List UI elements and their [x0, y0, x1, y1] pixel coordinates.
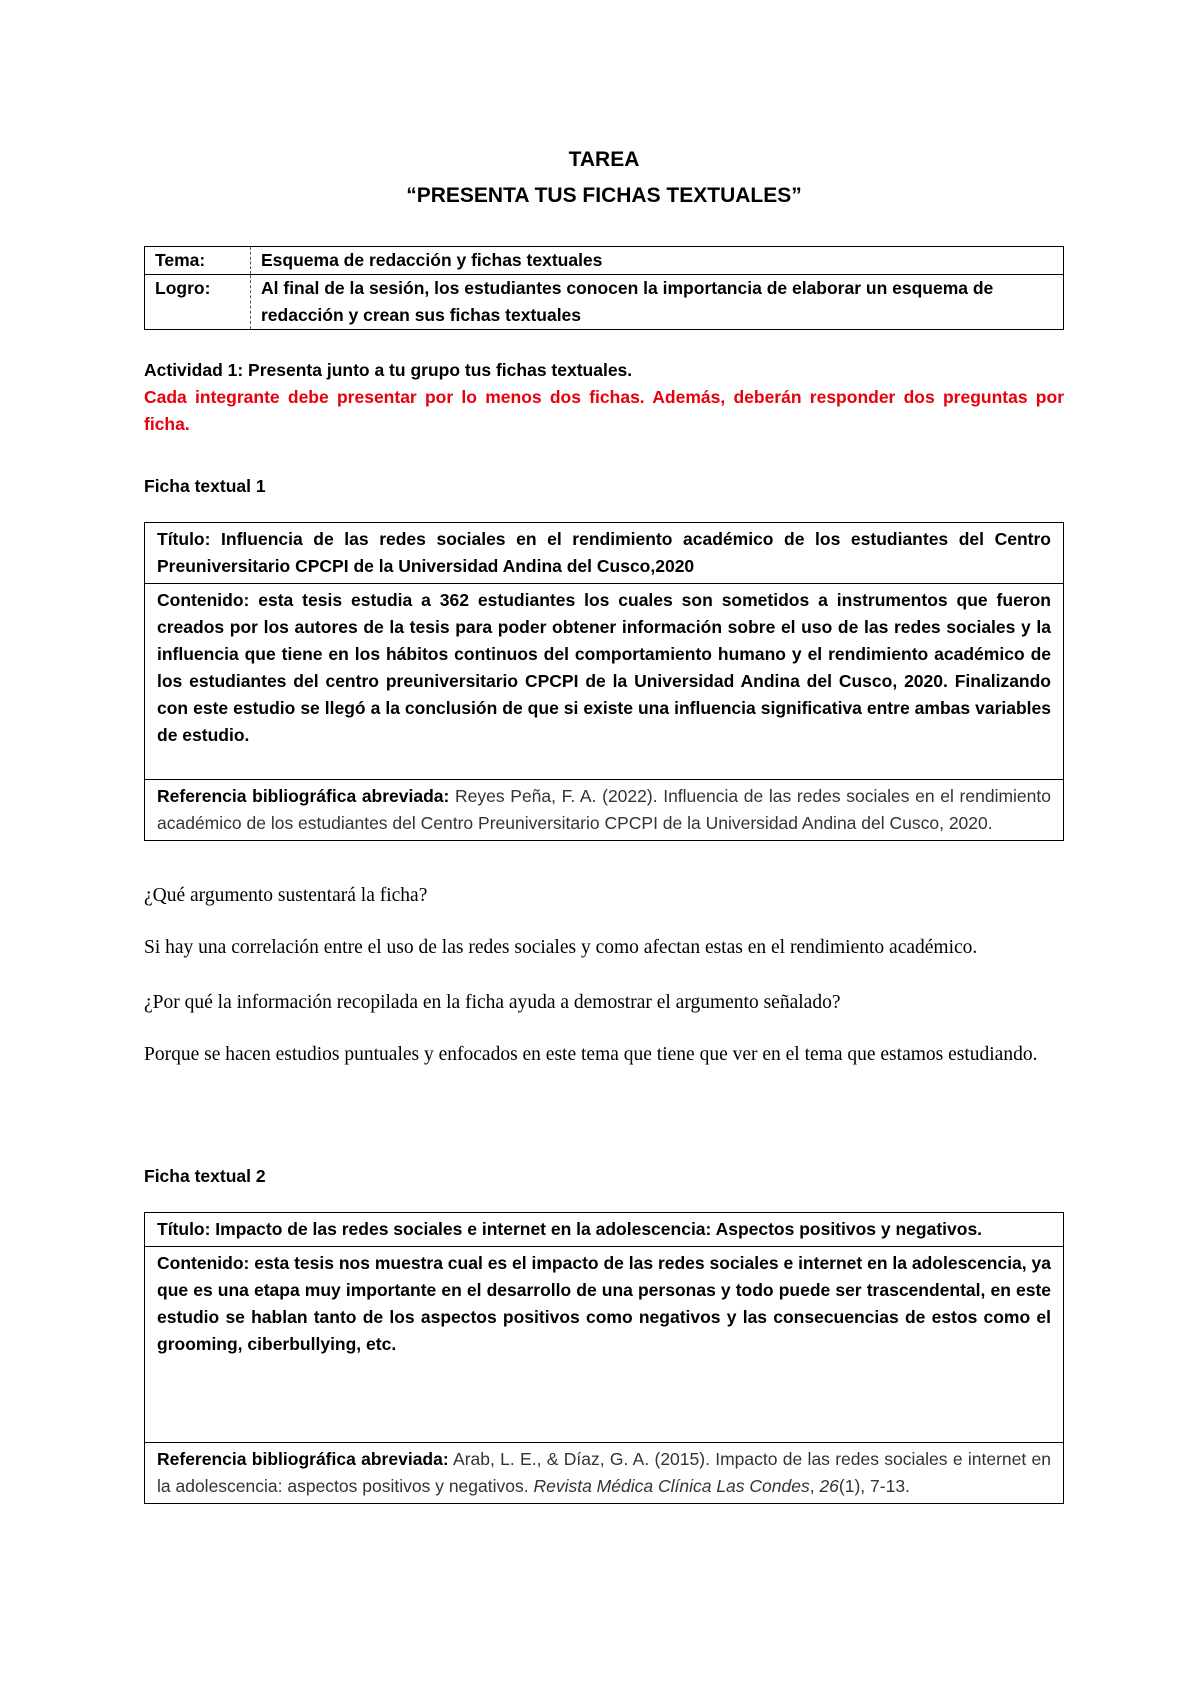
ficha1-answer-2: Porque se hacen estudios puntuales y enfocados en este tema que tiene que ver en el tema que estamos estudiando.	[144, 1044, 1038, 1065]
ficha2-titulo: Título: Impacto de las redes sociales e internet en la adolescencia: Aspectos positivos y negativos.	[145, 1213, 1064, 1247]
ficha2-heading: Ficha textual 2	[144, 1166, 266, 1186]
tema-value: Esquema de redacción y fichas textuales	[251, 247, 1064, 275]
ficha1-answer-1: Si hay una correlación entre el uso de las redes sociales y como afectan estas en el rendimiento académico.	[144, 937, 978, 958]
ficha2-contenido: Contenido: esta tesis nos muestra cual es el impacto de las redes sociales e internet en la adolescencia, ya que es una etapa muy importante en el desarrollo de una personas y todo puede ser trascendental, en este estudio se hablan tanto de los aspectos positivos como negativos y las consecuencias de estos como el grooming, ciberbullying, etc.	[145, 1247, 1064, 1443]
ficha1-table	[144, 522, 1064, 841]
meta-table	[144, 246, 1064, 330]
activity-block	[144, 357, 1064, 438]
title-line-1: TAREA	[568, 148, 640, 171]
ficha2-ref-text-a: Arab, L. E., & Díaz, G. A. (2015). Impacto de las redes sociales e internet en la adolescencia: aspectos positivos y negativos.	[157, 1449, 1051, 1496]
ficha1-contenido: Contenido: esta tesis estudia a 362 estudiantes los cuales son sometidos a instrumentos que fueron creados por los autores de la tesis para poder obtener información sobre el uso de las redes sociales y la influencia que tiene en los hábitos continuos del comportamiento humano y el rendimiento académico de los estudiantes del centro preuniversitario CPCPI de la Universidad Andina del Cusco, 2020. Finalizando con este estudio se llegó a la conclusión de que si existe una influencia significativa entre ambas variables de estudio.	[145, 584, 1064, 780]
ficha1-question-2: ¿Por qué la información recopilada en la ficha ayuda a demostrar el argumento señalado?	[144, 992, 841, 1013]
ficha1-titulo: Título: Influencia de las redes sociales en el rendimiento académico de los estudiantes del Centro Preuniversitario CPCPI de la Universidad Andina del Cusco,2020	[145, 523, 1064, 584]
title-line-2: “PRESENTA TUS FICHAS TEXTUALES”	[406, 184, 802, 207]
ficha2-referencia	[145, 1443, 1064, 1504]
tema-label: Tema:	[145, 247, 251, 275]
activity-instruction: Cada integrante debe presentar por lo menos dos fichas. Además, deberán responder dos preguntas por ficha.	[144, 387, 1064, 434]
ficha1-referencia	[145, 780, 1064, 841]
logro-value: Al final de la sesión, los estudiantes conocen la importancia de elaborar un esquema de redacción y crean sus fichas textuales	[251, 275, 1064, 330]
ficha2-ref-volume: 26	[819, 1476, 839, 1496]
ficha1-ref-label: Referencia bibliográfica abreviada:	[157, 786, 450, 806]
ficha2-table	[144, 1212, 1064, 1504]
ficha1-ref-text: Reyes Peña, F. A. (2022). Influencia de las redes sociales en el rendimiento académico de los estudiantes del Centro Preuniversitario CPCPI de la Universidad Andina del Cusco, 2020.	[157, 786, 1051, 833]
ficha2-ref-journal: Revista Médica Clínica Las Condes	[533, 1476, 810, 1496]
tema-row	[145, 247, 1064, 275]
ficha1-question-1: ¿Qué argumento sustentará la ficha?	[144, 885, 428, 906]
ficha1-heading: Ficha textual 1	[144, 476, 266, 496]
ficha2-ref-label: Referencia bibliográfica abreviada:	[157, 1449, 449, 1469]
ficha2-ref-sep: ,	[809, 1476, 820, 1496]
activity-title: Actividad 1: Presenta junto a tu grupo tus fichas textuales.	[144, 360, 633, 380]
logro-label: Logro:	[145, 275, 251, 330]
document-title	[144, 146, 1064, 218]
logro-row	[145, 275, 1064, 330]
ficha2-ref-text-b: (1), 7-13.	[838, 1476, 910, 1496]
ficha1-qa	[144, 882, 1064, 1069]
